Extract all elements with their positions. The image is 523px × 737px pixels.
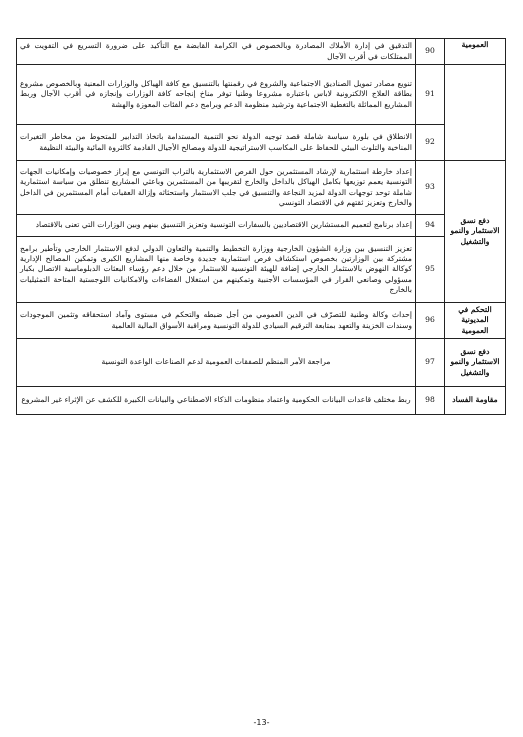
table-row (17, 125, 506, 161)
row-number: 91 (416, 65, 445, 125)
row-number: 95 (416, 237, 445, 303)
table-row (17, 339, 506, 387)
row-text: التدقيق في إدارة الأملاك المصادرة وبالخصوص في الكرامة القابضة مع التأكيد على ضرورة التسريع في التفويت في الممتلكات في أقرب الآجال (17, 39, 416, 65)
category-investment-repeat: دفع نسق الاستثمار والنمو والتشغيل (445, 339, 506, 387)
row-text: تنويع مصادر تمويل الصناديق الاجتماعية والشروع في رقمنتها بالتنسيق مع كافة الهياكل والوزارات المعنية وبالخصوص مشروع بطاقة العلاج الالكترونية لاباس باعتباره مشروعا وطنيا توفر مناخ إنجاحه كافة الوزارات وإنجازه في أقرب الآجال وربط المشاريع المماثلة بالتغطية الاجتماعية وترشيد منظومة الدعم وبرامج دعم الفئات المعوزة والهشة (17, 65, 416, 125)
table-row (17, 65, 506, 125)
row-number: 97 (416, 339, 445, 387)
table-row (17, 237, 506, 303)
recommendations-table (16, 38, 506, 415)
row-number: 93 (416, 161, 445, 215)
category-general-continued (445, 65, 506, 161)
category-general: العمومية (445, 39, 506, 65)
category-investment: دفع نسق الاستثمار والنمو والتشغيل (445, 161, 506, 303)
row-text: إعداد برنامج لتعميم المستشارين الاقتصاديين بالسفارات التونسية وتعزيز التنسيق بينهم وبين الوزارات التي تعنى بالاقتصاد (17, 215, 416, 237)
page-number: -13- (253, 718, 270, 727)
row-text: إحداث وكالة وطنية للتصرّف في الدين العمومي من أجل ضبطه والتحكم في مستوى وآماد استحقاقه وتثمين الموجودات وسندات الخزينة والتعهد بمتابعة الترقيم السيادي للدولة التونسية ومراقبة الأسواق المالية العالمية (17, 303, 416, 339)
table-row (17, 303, 506, 339)
row-text: تعزيز التنسيق بين وزارة الشؤون الخارجية ووزارة التخطيط والتنمية والتعاون الدولي لدفع الاستثمار الخارجي وتأطير برامج مشتركة بين الوزارتين بخصوص استكشاف فرص استثمارية جديدة وخاصة منها المشاريع الكبرى وتمكين المصالح الإدارية كوكالة النهوض بالاستثمار الخارجي إضافة للهيئة التونسية للاستثمار من خلال دعم رؤساء البعثات الدبلوماسية الاتصال بكبار مسؤولي وصانعي القرار في المؤسسات الأجنبية وتمكينهم من استغلال الفضاءات والامكانيات اللوجستية المتاحة التمثيليات بالخارج (17, 237, 416, 303)
row-text: الانطلاق في بلورة سياسة شاملة قصد توجيه الدولة نحو التنمية المستدامة باتخاذ التدابير للمتحوط من مخاطر التغيرات المناخية والتلوث البيئي للحفاظ على المكاسب الاستراتيجية للدولة ومصالح الأجيال القادمة كالثروة المائية والبيئة النظيفة (17, 125, 416, 161)
row-text: مراجعة الأمر المنظم للصفقات العمومية لدعم الصناعات الواعدة التونسية (17, 339, 416, 387)
row-number: 96 (416, 303, 445, 339)
row-number: 98 (416, 387, 445, 415)
row-number: 94 (416, 215, 445, 237)
category-debt: التحكم في المديونية العمومية (445, 303, 506, 339)
table-row (17, 161, 506, 215)
category-corruption: مقاومة الفساد (445, 387, 506, 415)
row-text: إعداد خارطة استثمارية لإرشاد المستثمرين حول الفرص الاستثمارية بالتراب التونسي مع إبراز خصوصيات وإمكانيات الجهات التونسية يعمم توزيعها بكامل الهياكل بالداخل والخارج لتقريبها من المستثمرين وباعثي المشاريع تنطلق من سياسة استثمارية شاملة توحد توجهات الدولة لمزيد النجاعة والتنسيق في جلب الاستثمار واستحثاثه وإزالة العقبات أمام المستثمرين في الداخل والخارج وتعزيز ثقتهم في الاقتصاد التونسي (17, 161, 416, 215)
row-number: 92 (416, 125, 445, 161)
row-number: 90 (416, 39, 445, 65)
table-row (17, 39, 506, 65)
row-text: ربط مختلف قاعدات البيانات الحكومية واعتماد منظومات الذكاء الاصطناعي والبيانات الكبيرة للكشف عن الإثراء غير المشروع (17, 387, 416, 415)
table-row (17, 387, 506, 415)
table-row (17, 215, 506, 237)
